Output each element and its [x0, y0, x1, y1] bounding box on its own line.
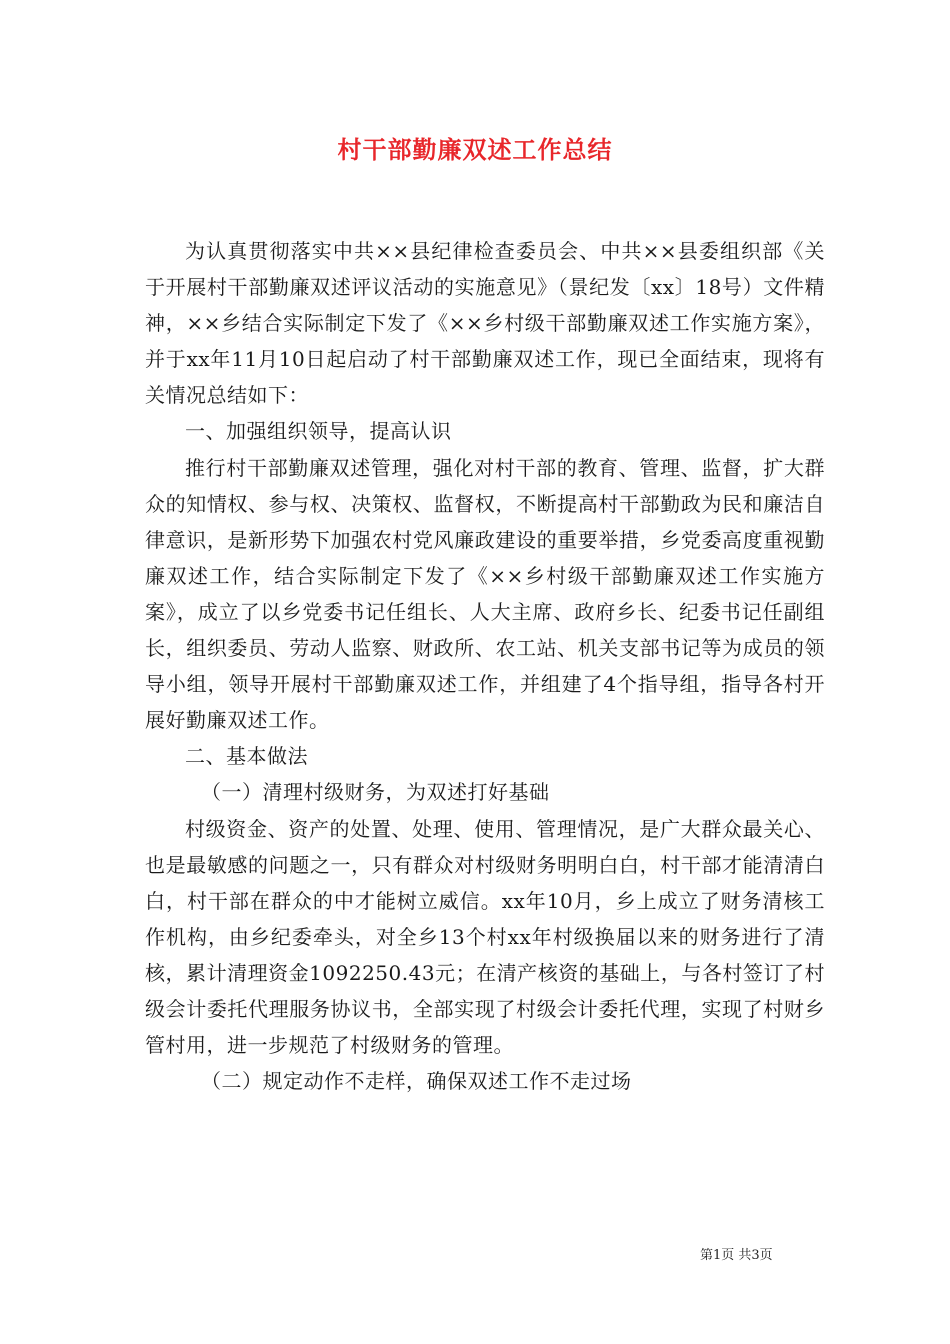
document-body [145, 233, 825, 1099]
intro-paragraph: 为认真贯彻落实中共××县纪律检查委员会、中共××县委组织部《关于开展村干部勤廉双述评议活动的实施意见》（景纪发〔xx〕18号）文件精神，××乡结合实际制定下发了《××乡村级干部勤廉双述工作实施方案》，并于xx年11月10日起启动了村干部勤廉双述工作，现已全面结束，现将有关情况总结如下： [145, 239, 825, 408]
subsection-heading-2: （二）规定动作不走样，确保双述工作不走过场 [201, 1069, 632, 1094]
page-number: 第1页 共3页 [700, 1248, 773, 1263]
section-heading-1: 一、加强组织领导，提高认识 [185, 419, 452, 444]
page-title: 村干部勤廉双述工作总结 [337, 135, 613, 164]
subsection-heading-1: （一）清理村级财务，为双述打好基础 [201, 780, 550, 805]
subsection-1-paragraph: 村级资金、资产的处置、处理、使用、管理情况，是广大群众最关心、也是最敏感的问题之一，只有群众对村级财务明明白白，村干部才能清清白白，村干部在群众的中才能树立威信。xx年10月，乡上成立了财务清核工作机构，由乡纪委牵头，对全乡13个村xx年村级换届以来的财务进行了清核，累计清理资金1092250.43元；在清产核资的基础上，与各村签订了村级会计委托代理服务协议书，全部实现了村级会计委托代理，实现了村财乡管村用，进一步规范了村级财务的管理。 [145, 816, 825, 1058]
section-1-paragraph: 推行村干部勤廉双述管理，强化对村干部的教育、管理、监督，扩大群众的知情权、参与权、决策权、监督权，不断提高村干部勤政为民和廉洁自律意识，是新形势下加强农村党风廉政建设的重要举措，乡党委高度重视勤廉双述工作，结合实际制定下发了《××乡村级干部勤廉双述工作实施方案》，成立了以乡党委书记任组长、人大主席、政府乡长、纪委书记任副组长，组织委员、劳动人监察、财政所、农工站、机关支部书记等为成员的领导小组，领导开展村干部勤廉双述工作，并组建了4个指导组，指导各村开展好勤廉双述工作。 [145, 455, 825, 733]
section-heading-2: 二、基本做法 [185, 744, 308, 769]
